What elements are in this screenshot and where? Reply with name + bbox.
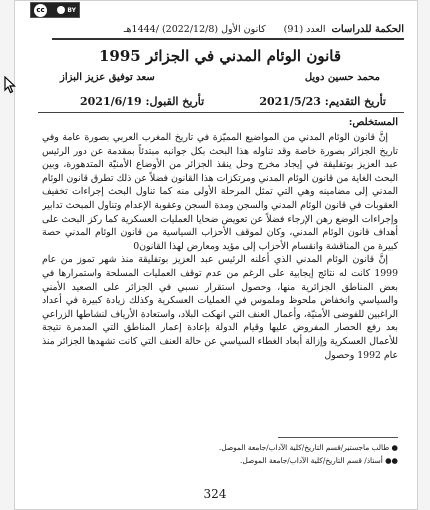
page-number: 324 — [203, 487, 227, 501]
author-1: محمد حسين دويل — [304, 72, 380, 83]
abstract-body — [42, 131, 398, 431]
issue-number: العدد (91) — [283, 23, 326, 35]
mouse-cursor-icon — [4, 76, 16, 94]
by-icon: BY — [57, 6, 76, 14]
author-list — [40, 72, 400, 83]
abstract-heading: المستخلص: — [348, 117, 398, 128]
journal-header — [52, 20, 404, 40]
footnote-divider — [278, 437, 398, 438]
cc-license-badge[interactable] — [30, 2, 80, 18]
issue-date: كانون الأول (2022/12/8) /1444هـ — [123, 23, 266, 35]
submitted-date: تأريخ التقديم: 2021/5/23 — [259, 95, 386, 108]
cc-icon: cc — [34, 4, 47, 17]
paragraph-2: إنَّ قانون الوئام المدني الذي أعلنه الرئيس عبد العزيز بوتفليقة منذ شهر تموز من عام 1999 كانت له نتائج إيجابية على الرغم من عدم توقف العمليات المسلحة واستمرارها في بعض المناطق الجزائرية منها، وحصول استقرار نسبي في الجزائر على الصعيد الأمني والسياسي وانخفاض ملحوظ وملموس في العمليات العسكرية وكذلك زيادة كبيرة في أعداد الراغبين للفوضى الأمنيّة، وأعمال العنف التي انهكت البلاد، واستعادة الأرياف لنشاطها الزراعي بعد رفع الحصار المفروض عليها وقيام الدولة بإعادة إعمار المناطق التي المدمرة نتيجة للأعمال العسكرية وإزالة أبعاد الغطاء السياسي عن حالة العنف التي كانت تشهدها الجزائر منذ عام 1992 وحصول — [42, 254, 398, 361]
paragraph-1: إنَّ قانون الوئام المدني من المواضيع المميّزة في تاريخ المغرب العربي بصورة عامة وفي تاريخ الجزائر بصورة خاصة وقد تناوله هذا البحث بكل جوانبه مبتدئاً بمقدمة عن دور الرئيس عبد العزيز بوتفليقة في إيجاد مخرج وحل ينقذ الجزائر من الأوضاع الأمنيّة المتدهورة، وبين البحث الغاية من قانون الوئام المدني ومرتكزات هذا القانون فضلاً عن ذلك تطرق قانون الوئام المدني إلى مضامينه وهي التي تمثل المرحلة الأولى منه كما تناول البحث إجراءات تخفيف العقوبات في قانون الوئام المدني والسجن ومدة السجن وعقوبة الإعدام وتناول المبحث تدابير وإجراءات الوضع رهن الإرجاء فضلاً عن تعويض ضحايا العمليات العسكرية كما ركز البحث على أهداف قانون الوئام المدني، وكان لموقف الأحزاب السياسية من قانون الوئام المدني حصة كبيرة من المناقشة وانقسام الأحزاب إلى مؤيد ومعارض لهذا القانون0 — [42, 132, 398, 252]
author-2: سعد توفيق عزيز البزاز — [60, 72, 155, 83]
footnote-1: ● طالب ماجستير/قسم التاريخ/كلية الآداب/جامعة الموصل. — [218, 443, 398, 452]
footnote-2: ●● أستاذ/ قسم التاريخ/كلية الآداب/جامعة الموصل. — [239, 456, 398, 465]
submission-dates — [40, 95, 400, 108]
journal-name: الحكمة للدراسات — [331, 23, 404, 35]
footnotes — [150, 441, 398, 467]
article-title: قانون الوئام المدني في الجزائر 1995 — [98, 47, 341, 65]
divider — [38, 112, 404, 113]
accepted-date: تأريخ القبول: 2021/6/19 — [80, 95, 205, 108]
